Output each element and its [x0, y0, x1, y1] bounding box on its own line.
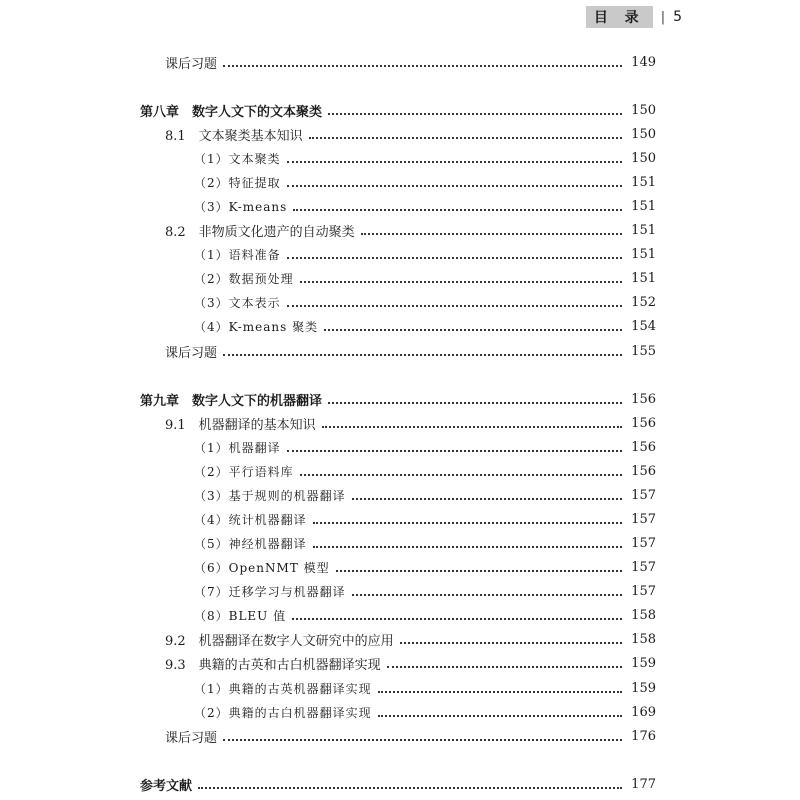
header-page-number: 5 [673, 9, 682, 25]
toc-entry-title: （8）BLEU 值 [194, 608, 287, 623]
toc-entry-page: 176 [631, 728, 656, 744]
toc-entry-subsection[interactable] [0, 556, 800, 578]
toc-entry-title: 8.2 非物质文化遗产的自动聚类 [165, 224, 355, 240]
toc-entry-page: 150 [631, 102, 656, 118]
dot-leader [336, 569, 622, 572]
dot-leader [352, 497, 622, 500]
toc-entry-title: （2）平行语料库 [194, 464, 294, 479]
dot-leader [198, 786, 622, 789]
toc-entry-title: 课后习题 [165, 730, 218, 746]
toc-entry-section[interactable] [0, 123, 800, 145]
toc-entry-title: （4）统计机器翻译 [194, 512, 307, 527]
toc-entry-page: 156 [631, 463, 656, 479]
dot-leader [287, 449, 622, 452]
toc-entry-page: 157 [631, 583, 656, 599]
toc-entry-section[interactable] [0, 628, 800, 650]
toc-entry-title: 第八章 数字人文下的文本聚类 [140, 104, 323, 120]
toc-entry-page: 151 [631, 222, 656, 238]
toc-entry-subsection[interactable] [0, 460, 800, 482]
dot-leader [223, 738, 622, 741]
toc-entry-title: （3）文本表示 [194, 295, 281, 310]
toc-entry-title: （1）典籍的古英机器翻译实现 [194, 681, 372, 696]
toc-entry-page: 151 [631, 270, 656, 286]
dot-leader [387, 665, 622, 668]
dot-leader [328, 112, 622, 115]
toc-entry-title: （1）机器翻译 [194, 440, 281, 455]
toc-entry-subsection[interactable] [0, 580, 800, 602]
toc-entry-page: 158 [631, 607, 656, 623]
dot-leader [328, 401, 622, 404]
toc-entry-page: 157 [631, 559, 656, 575]
toc-entry-title: （1）文本聚类 [194, 151, 281, 166]
dot-leader [352, 593, 622, 596]
dot-leader [287, 304, 622, 307]
dot-leader [313, 521, 622, 524]
toc-entry-title: （3）K-means [194, 199, 288, 214]
dot-leader [300, 473, 622, 476]
toc-entry-references[interactable] [0, 773, 800, 795]
toc-entry-subsection[interactable] [0, 315, 800, 337]
dot-leader [322, 425, 622, 428]
toc-entry-exercises[interactable] [0, 51, 800, 73]
toc-entry-chapter[interactable] [0, 388, 800, 410]
toc-entry-page: 150 [631, 150, 656, 166]
toc-entry-subsection[interactable] [0, 532, 800, 554]
toc-entry-page: 152 [631, 294, 656, 310]
dot-leader [378, 714, 622, 717]
header-title: 目 录 [586, 6, 653, 28]
dot-leader [313, 545, 622, 548]
toc-entry-page: 156 [631, 391, 656, 407]
toc-entry-chapter[interactable] [0, 99, 800, 121]
toc-entry-subsection[interactable] [0, 701, 800, 723]
toc-entry-page: 154 [631, 318, 656, 334]
toc-entry-subsection[interactable] [0, 195, 800, 217]
toc-entry-page: 151 [631, 246, 656, 262]
toc-entry-title: （3）基于规则的机器翻译 [194, 488, 346, 503]
toc-entry-subsection[interactable] [0, 508, 800, 530]
toc-entry-title: （7）迁移学习与机器翻译 [194, 584, 346, 599]
dot-leader [378, 690, 622, 693]
toc-entry-section[interactable] [0, 412, 800, 434]
toc-entry-title: （2）典籍的古白机器翻译实现 [194, 705, 372, 720]
toc-entry-page: 169 [631, 704, 656, 720]
dot-leader [287, 256, 622, 259]
toc-entry-page: 157 [631, 535, 656, 551]
dot-leader [361, 232, 622, 235]
toc-entry-title: （5）神经机器翻译 [194, 536, 307, 551]
toc-entry-section[interactable] [0, 652, 800, 674]
toc-entry-page: 151 [631, 174, 656, 190]
toc-entry-subsection[interactable] [0, 436, 800, 458]
dot-leader [223, 353, 622, 356]
toc-entry-title: （2）数据预处理 [194, 271, 294, 286]
toc-entry-title: 9.1 机器翻译的基本知识 [165, 417, 316, 433]
toc-entry-page: 149 [631, 54, 656, 70]
toc-entry-page: 151 [631, 198, 656, 214]
toc-entry-subsection[interactable] [0, 147, 800, 169]
dot-leader [292, 617, 622, 620]
toc-entry-page: 150 [631, 126, 656, 142]
header-separator: | [660, 9, 666, 25]
toc-entry-title: 参考文献 [140, 778, 193, 794]
toc-entry-title: 课后习题 [165, 56, 218, 72]
toc-entry-subsection[interactable] [0, 484, 800, 506]
dot-leader [287, 160, 622, 163]
toc-entry-subsection[interactable] [0, 604, 800, 626]
dot-leader [300, 280, 622, 283]
toc-entry-page: 159 [631, 680, 656, 696]
toc-entry-title: 9.2 机器翻译在数字人文研究中的应用 [165, 633, 394, 649]
toc-entry-page: 177 [631, 776, 656, 792]
dot-leader [400, 641, 622, 644]
toc-entry-subsection[interactable] [0, 267, 800, 289]
toc-entry-subsection[interactable] [0, 171, 800, 193]
toc-entry-page: 158 [631, 631, 656, 647]
toc-entry-subsection[interactable] [0, 677, 800, 699]
toc-entry-exercises[interactable] [0, 340, 800, 362]
toc-entry-title: 8.1 文本聚类基本知识 [165, 128, 303, 144]
dot-leader [293, 208, 622, 211]
toc-entry-title: 第九章 数字人文下的机器翻译 [140, 393, 323, 409]
toc-entry-title: （4）K-means 聚类 [194, 319, 319, 334]
toc-entry-page: 157 [631, 487, 656, 503]
toc-entry-title: 课后习题 [165, 345, 218, 361]
toc-entry-subsection[interactable] [0, 243, 800, 265]
dot-leader [287, 184, 622, 187]
toc-entry-page: 157 [631, 511, 656, 527]
toc-entry-subsection[interactable] [0, 291, 800, 313]
toc-entry-title: （1）语料准备 [194, 247, 281, 262]
dot-leader [223, 64, 622, 67]
toc-entry-page: 156 [631, 415, 656, 431]
toc-entry-page: 159 [631, 655, 656, 671]
toc-entry-section[interactable] [0, 219, 800, 241]
toc-entry-page: 156 [631, 439, 656, 455]
toc-entry-title: （6）OpenNMT 模型 [194, 560, 330, 575]
toc-entry-page: 155 [631, 343, 656, 359]
dot-leader [309, 136, 622, 139]
toc-entry-title: （2）特征提取 [194, 175, 281, 190]
toc-entry-title: 9.3 典籍的古英和古白机器翻译实现 [165, 657, 381, 673]
dot-leader [324, 328, 622, 331]
toc-entry-exercises[interactable] [0, 725, 800, 747]
